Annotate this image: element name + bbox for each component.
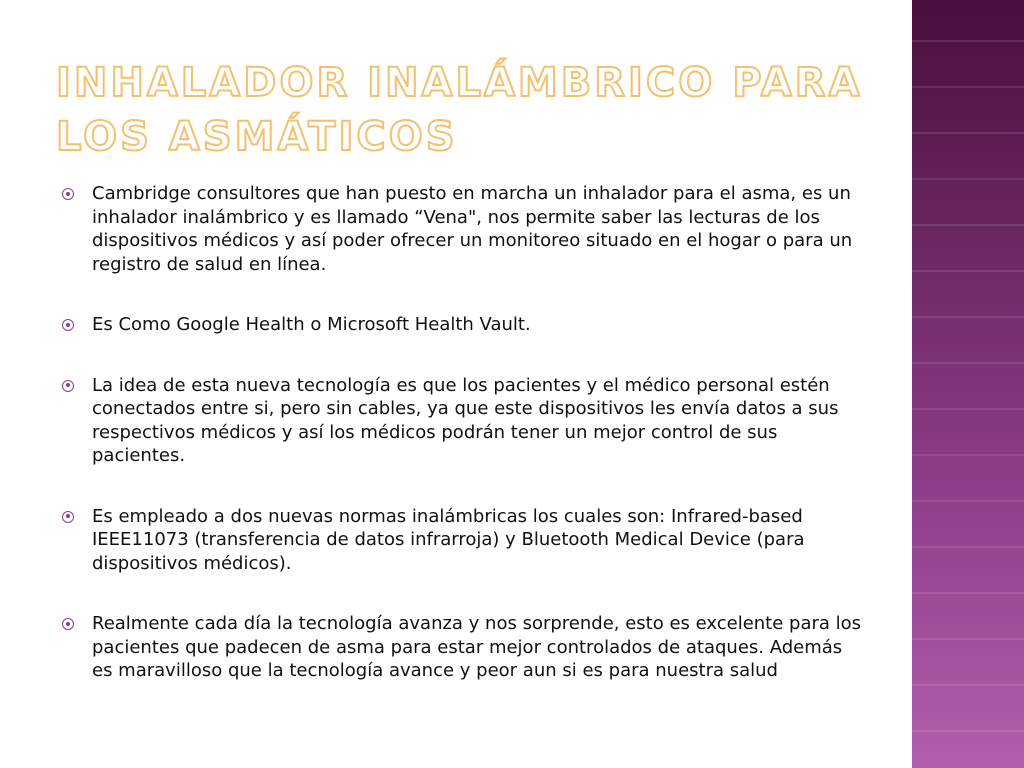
side-band-stripe: [912, 730, 1024, 732]
bullet-item: [62, 612, 862, 683]
circle-bullet-icon: [62, 319, 74, 331]
side-band-stripe: [912, 500, 1024, 502]
side-band-stripe: [912, 224, 1024, 226]
bullet-list: [62, 182, 862, 720]
side-band-stripe: [912, 132, 1024, 134]
decorative-side-band: [912, 0, 1024, 768]
side-band-stripe: [912, 454, 1024, 456]
side-band-stripe: [912, 316, 1024, 318]
side-band-stripe: [912, 362, 1024, 364]
bullet-text: Cambridge consultores que han puesto en marcha un inhalador para el asma, es un inhalador inalámbrico y es llamado “Vena", nos permite saber las lecturas de los dispositivos médicos y así poder ofrecer un monitoreo situado en el hogar o para un registro de salud en línea.: [92, 183, 853, 275]
side-band-stripe: [912, 270, 1024, 272]
circle-bullet-icon: [62, 380, 74, 392]
side-band-stripe: [912, 592, 1024, 594]
side-band-stripe: [912, 86, 1024, 88]
side-band-stripe: [912, 638, 1024, 640]
circle-bullet-icon: [62, 618, 74, 630]
bullet-item: [62, 374, 862, 468]
side-band-stripe: [912, 40, 1024, 42]
slide-title: INHALADOR INALÁMBRICO PARA LOS ASMÁTICOS: [56, 60, 863, 160]
bullet-text: Es empleado a dos nuevas normas inalámbricas los cuales son: Infrared-based IEEE11073 (transferencia de datos infrarroja) y Bluetooth Medical Device (para dispositivos médicos).: [92, 505, 805, 574]
bullet-item: [62, 182, 862, 276]
circle-bullet-icon: [62, 511, 74, 523]
circle-bullet-icon: [62, 188, 74, 200]
bullet-text: La idea de esta nueva tecnología es que los pacientes y el médico personal estén conectados entre si, pero sin cables, ya que este dispositivos les envía datos a sus respectivos médicos y así los médicos podrán tener un mejor control de sus pacientes.: [92, 374, 839, 466]
side-band-stripe: [912, 178, 1024, 180]
side-band-stripe: [912, 684, 1024, 686]
side-band-stripe: [912, 546, 1024, 548]
bullet-item: [62, 505, 862, 576]
bullet-text: Realmente cada día la tecnología avanza y nos sorprende, esto es excelente para los pacientes que padecen de asma para estar mejor controlados de ataques. Además es maravilloso que la tecnología avance y peor aun si es para nuestra salud: [92, 613, 862, 681]
bullet-text: Es Como Google Health o Microsoft Health Vault.: [92, 314, 531, 335]
side-band-stripe: [912, 408, 1024, 410]
bullet-item: [62, 313, 862, 337]
